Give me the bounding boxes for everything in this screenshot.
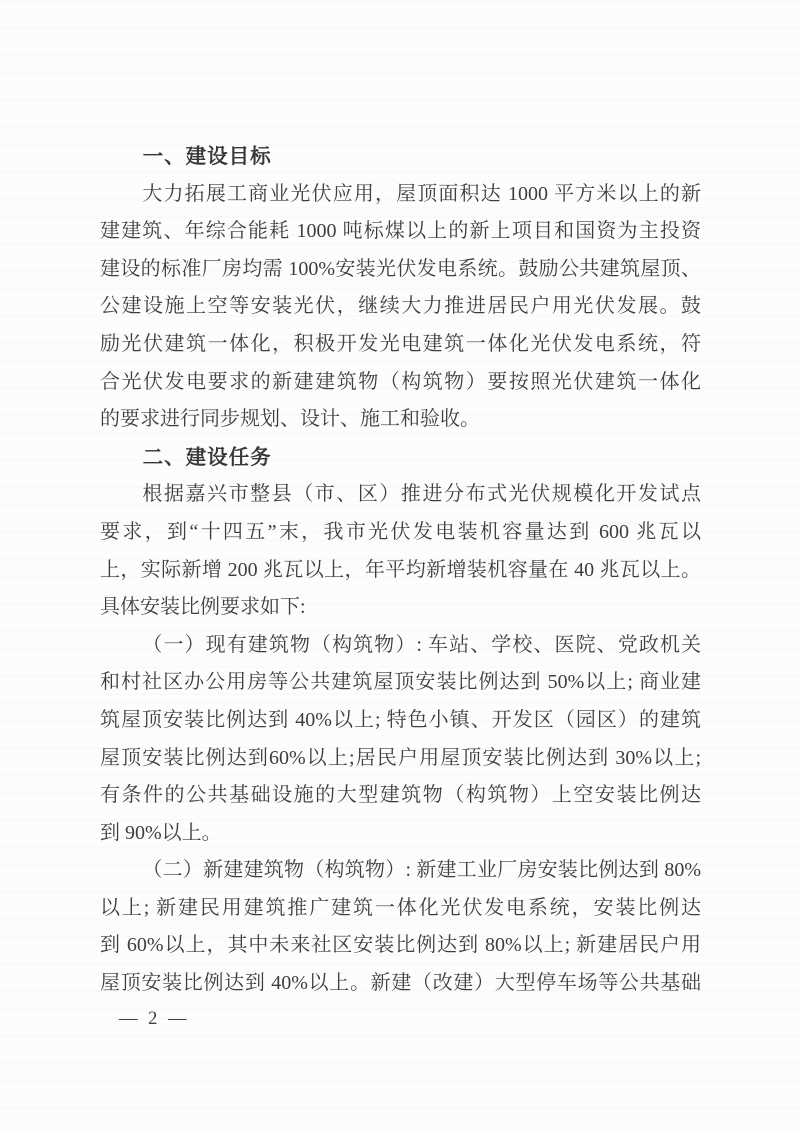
paragraph-line: 合光伏发电要求的新建建筑物（构筑物）要按照光伏建筑一体化 [100,370,701,393]
paragraph-line: 筑屋顶安装比例达到 40%以上; 特色小镇、开发区（园区）的建筑 [100,708,701,731]
paragraph-line: 公建设施上空等安装光伏，继续大力推进居民户用光伏发展。鼓 [100,295,701,318]
paragraph-line: 根据嘉兴市整县（市、区）推进分布式光伏规模化开发试点 [142,483,701,506]
paragraph-line: 和村社区办公用房等公共建筑屋顶安装比例达到 50%以上; 商业建 [100,671,701,694]
paragraph-line: （一）现有建筑物（构筑物）: 车站、学校、医院、党政机关 [142,633,701,656]
section-heading: 一、建设目标 [142,144,272,168]
paragraph-line: 大力拓展工商业光伏应用，屋顶面积达 1000 平方米以上的新 [142,182,701,205]
page-number: — 2 — [119,1009,190,1029]
document-body [100,138,701,1003]
paragraph-line: 到 60%以上，其中未来社区安装比例达到 80%以上; 新建居民户用 [100,934,701,957]
paragraph-line: 有条件的公共基础设施的大型建筑物（构筑物）上空安装比例达 [100,784,701,807]
paragraph-line: 励光伏建筑一体化，积极开发光电建筑一体化光伏发电系统，符 [100,332,701,355]
paragraph-line: 上，实际新增 200 兆瓦以上，年平均新增装机容量在 40 兆瓦以上。 [100,558,701,581]
paragraph-line: 的要求进行同步规划、设计、施工和验收。 [100,408,480,431]
paragraph-line: 以上; 新建民用建筑推广建筑一体化光伏发电系统，安装比例达 [100,896,701,919]
paragraph-line: 屋顶安装比例达到60%以上;居民户用屋顶安装比例达到 30%以上; [100,746,701,769]
paragraph-line: 具体安装比例要求如下: [100,596,306,619]
section-heading: 二、建设任务 [142,444,272,469]
paragraph-line: 建设的标准厂房均需 100%安装光伏发电系统。鼓励公共建筑屋顶、 [100,257,701,280]
paragraph-line: （二）新建建筑物（构筑物）: 新建工业厂房安装比例达到 80% [142,859,701,882]
paragraph-line: 到 90%以上。 [100,821,222,844]
paragraph-line: 屋顶安装比例达到 40%以上。新建（改建）大型停车场等公共基础 [100,972,701,995]
paragraph-line: 建建筑、年综合能耗 1000 吨标煤以上的新上项目和国资为主投资 [100,220,701,243]
paragraph-line: 要求，到“十四五”末，我市光伏发电装机容量达到 600 兆瓦以 [100,520,701,543]
